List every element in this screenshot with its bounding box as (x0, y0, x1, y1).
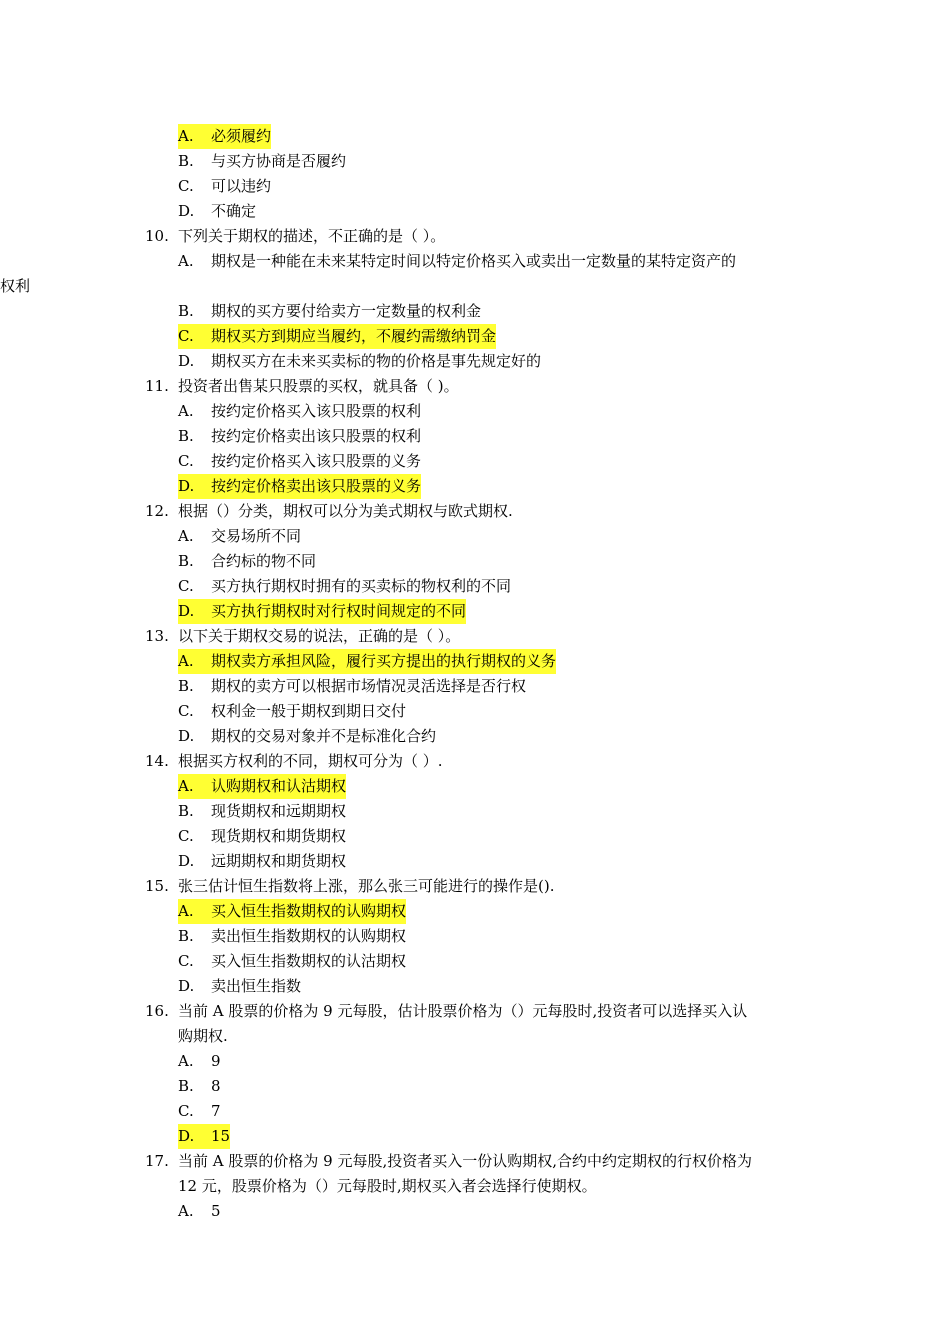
option-row (178, 424, 421, 449)
option-line (0, 1049, 950, 1074)
option-letter: C. (178, 452, 194, 470)
option-row (178, 799, 346, 824)
answer-highlight (178, 899, 406, 924)
option-text: 15 (211, 1127, 231, 1145)
option-row (178, 399, 421, 424)
option-text: 期权的卖方可以根据市场情况灵活选择是否行权 (211, 677, 527, 695)
option-letter: C. (178, 177, 194, 195)
option-row (178, 724, 436, 749)
option-line (0, 949, 950, 974)
option-row (178, 849, 346, 874)
question-line (0, 624, 950, 649)
option-text: 必须履约 (211, 127, 272, 145)
option-row (178, 1074, 221, 1099)
option-letter: A. (178, 777, 194, 795)
option-text: 买方执行期权时对行权时间规定的不同 (211, 602, 467, 620)
question-text: 当前 A 股票的价格为 9 元每股，估计股票价格为（）元每股时,投资者可以选择买入认 (178, 1002, 748, 1020)
option-letter: A. (178, 1202, 194, 1220)
option-text: 卖出恒生指数期权的认购期权 (211, 927, 407, 945)
option-row (178, 299, 481, 324)
option-text: 认购期权和认沽期权 (211, 777, 347, 795)
question-text: 下列关于期权的描述，不正确的是（ ）。 (178, 227, 446, 245)
option-row (178, 349, 541, 374)
option-line (0, 399, 950, 424)
option-line (0, 574, 950, 599)
option-letter: A. (178, 127, 194, 145)
option-line (0, 549, 950, 574)
question-text: 当前 A 股票的价格为 9 元每股,投资者买入一份认购期权,合约中约定期权的行权价格为 (178, 1152, 752, 1170)
option-text: 期权卖方承担风险，履行买方提出的执行期权的义务 (211, 652, 557, 670)
option-letter: D. (178, 477, 195, 495)
answer-highlight (178, 324, 496, 349)
option-text: 买入恒生指数期权的认沽期权 (211, 952, 407, 970)
option-line (0, 124, 950, 149)
option-line (0, 599, 950, 624)
option-text: 期权的买方要付给卖方一定数量的权利金 (211, 302, 482, 320)
option-line (0, 349, 950, 374)
option-text: 期权买方到期应当履约，不履约需缴纳罚金 (211, 327, 497, 345)
option-text: 卖出恒生指数 (211, 977, 302, 995)
option-row (178, 549, 316, 574)
question-text: 根据买方权利的不同，期权可分为（ ）. (178, 752, 443, 770)
answer-highlight (178, 649, 556, 674)
option-row (178, 149, 346, 174)
option-text: 期权的交易对象并不是标准化合约 (211, 727, 437, 745)
option-letter: C. (178, 1102, 194, 1120)
option-line (0, 199, 950, 224)
option-text: 可以违约 (211, 177, 272, 195)
option-letter: D. (178, 852, 195, 870)
question-number: 13. (145, 627, 169, 645)
option-letter: A. (178, 652, 194, 670)
question-text-continued: 12 元，股票价格为（）元每股时,期权买入者会选择行使期权。 (178, 1177, 597, 1195)
question-text-continued: 购期权. (178, 1027, 228, 1045)
option-row (178, 174, 271, 199)
option-text: 5 (211, 1202, 221, 1220)
option-row (178, 824, 346, 849)
option-letter: D. (178, 602, 195, 620)
option-letter: B. (178, 302, 194, 320)
option-text-continued: 权利 (0, 277, 31, 295)
question-line (0, 874, 950, 899)
option-line (0, 1124, 950, 1149)
option-row (178, 949, 406, 974)
option-letter: C. (178, 577, 194, 595)
option-row (178, 249, 736, 274)
question-text: 根据（）分类，期权可以分为美式期权与欧式期权. (178, 502, 513, 520)
question-line (0, 999, 950, 1024)
option-row (178, 574, 511, 599)
option-letter: D. (178, 727, 195, 745)
option-row (178, 449, 421, 474)
question-text: 以下关于期权交易的说法，正确的是（ ）。 (178, 627, 461, 645)
option-letter: A. (178, 252, 194, 270)
option-text: 7 (211, 1102, 221, 1120)
question-number: 16. (145, 1002, 169, 1020)
option-row (178, 1049, 221, 1074)
option-text: 交易场所不同 (211, 527, 302, 545)
option-row (178, 699, 406, 724)
option-line (0, 474, 950, 499)
option-letter: B. (178, 1077, 194, 1095)
option-text: 按约定价格买入该只股票的义务 (211, 452, 422, 470)
question-text: 张三估计恒生指数将上涨，那么张三可能进行的操作是(). (178, 877, 555, 895)
question-line (0, 1149, 950, 1174)
question-line (0, 499, 950, 524)
option-letter: D. (178, 977, 195, 995)
option-line (0, 699, 950, 724)
option-letter: C. (178, 827, 194, 845)
option-line (0, 1099, 950, 1124)
continuation-line (0, 1024, 950, 1049)
option-letter: B. (178, 927, 194, 945)
option-text: 合约标的物不同 (211, 552, 317, 570)
option-letter: B. (178, 677, 194, 695)
option-text: 按约定价格卖出该只股票的权利 (211, 427, 422, 445)
option-row (178, 1199, 221, 1224)
option-line (0, 724, 950, 749)
option-line (0, 1074, 950, 1099)
option-row (178, 674, 526, 699)
option-text: 不确定 (211, 202, 257, 220)
answer-highlight (178, 124, 271, 149)
option-line (0, 524, 950, 549)
option-text: 权利金一般于期权到期日交付 (211, 702, 407, 720)
option-letter: B. (178, 552, 194, 570)
option-text: 现货期权和远期期权 (211, 802, 347, 820)
option-line (0, 424, 950, 449)
option-line (0, 899, 950, 924)
answer-highlight (178, 1124, 230, 1149)
option-row (178, 199, 256, 224)
option-line (0, 174, 950, 199)
option-row (178, 974, 301, 999)
answer-highlight (178, 474, 421, 499)
option-letter: C. (178, 327, 194, 345)
option-letter: B. (178, 427, 194, 445)
option-text: 9 (211, 1052, 221, 1070)
option-text: 期权是一种能在未来某特定时间以特定价格买入或卖出一定数量的某特定资产的 (211, 252, 737, 270)
answer-highlight (178, 599, 466, 624)
option-line (0, 974, 950, 999)
continuation-line (0, 274, 950, 299)
question-line (0, 749, 950, 774)
question-number: 17. (145, 1152, 169, 1170)
option-text: 期权买方在未来买卖标的物的价格是事先规定好的 (211, 352, 542, 370)
option-text: 买入恒生指数期权的认购期权 (211, 902, 407, 920)
option-letter: D. (178, 202, 195, 220)
question-line (0, 224, 950, 249)
option-letter: B. (178, 152, 194, 170)
option-letter: A. (178, 402, 194, 420)
question-number: 10. (145, 227, 169, 245)
option-line (0, 774, 950, 799)
option-letter: A. (178, 527, 194, 545)
option-letter: A. (178, 1052, 194, 1070)
option-letter: D. (178, 352, 195, 370)
option-text: 按约定价格卖出该只股票的义务 (211, 477, 422, 495)
option-letter: A. (178, 902, 194, 920)
document-page (0, 124, 950, 1224)
continuation-line (0, 1174, 950, 1199)
option-line (0, 299, 950, 324)
option-letter: C. (178, 702, 194, 720)
question-number: 15. (145, 877, 169, 895)
option-letter: C. (178, 952, 194, 970)
option-line (0, 824, 950, 849)
question-number: 14. (145, 752, 169, 770)
question-number: 12. (145, 502, 169, 520)
option-line (0, 649, 950, 674)
option-text: 现货期权和期货期权 (211, 827, 347, 845)
option-text: 与买方协商是否履约 (211, 152, 347, 170)
question-line (0, 374, 950, 399)
option-line (0, 849, 950, 874)
option-letter: D. (178, 1127, 195, 1145)
option-line (0, 924, 950, 949)
option-row (178, 924, 406, 949)
answer-highlight (178, 774, 346, 799)
question-text: 投资者出售某只股票的买权，就具备（ )。 (178, 377, 459, 395)
question-number: 11. (145, 377, 169, 395)
option-text: 8 (211, 1077, 221, 1095)
option-row (178, 524, 301, 549)
option-text: 按约定价格买入该只股票的权利 (211, 402, 422, 420)
option-line (0, 149, 950, 174)
option-text: 远期期权和期货期权 (211, 852, 347, 870)
option-row (178, 1099, 221, 1124)
option-line (0, 449, 950, 474)
option-letter: B. (178, 802, 194, 820)
option-line (0, 249, 950, 274)
option-line (0, 1199, 950, 1224)
option-line (0, 799, 950, 824)
option-line (0, 674, 950, 699)
option-text: 买方执行期权时拥有的买卖标的物权利的不同 (211, 577, 512, 595)
option-line (0, 324, 950, 349)
